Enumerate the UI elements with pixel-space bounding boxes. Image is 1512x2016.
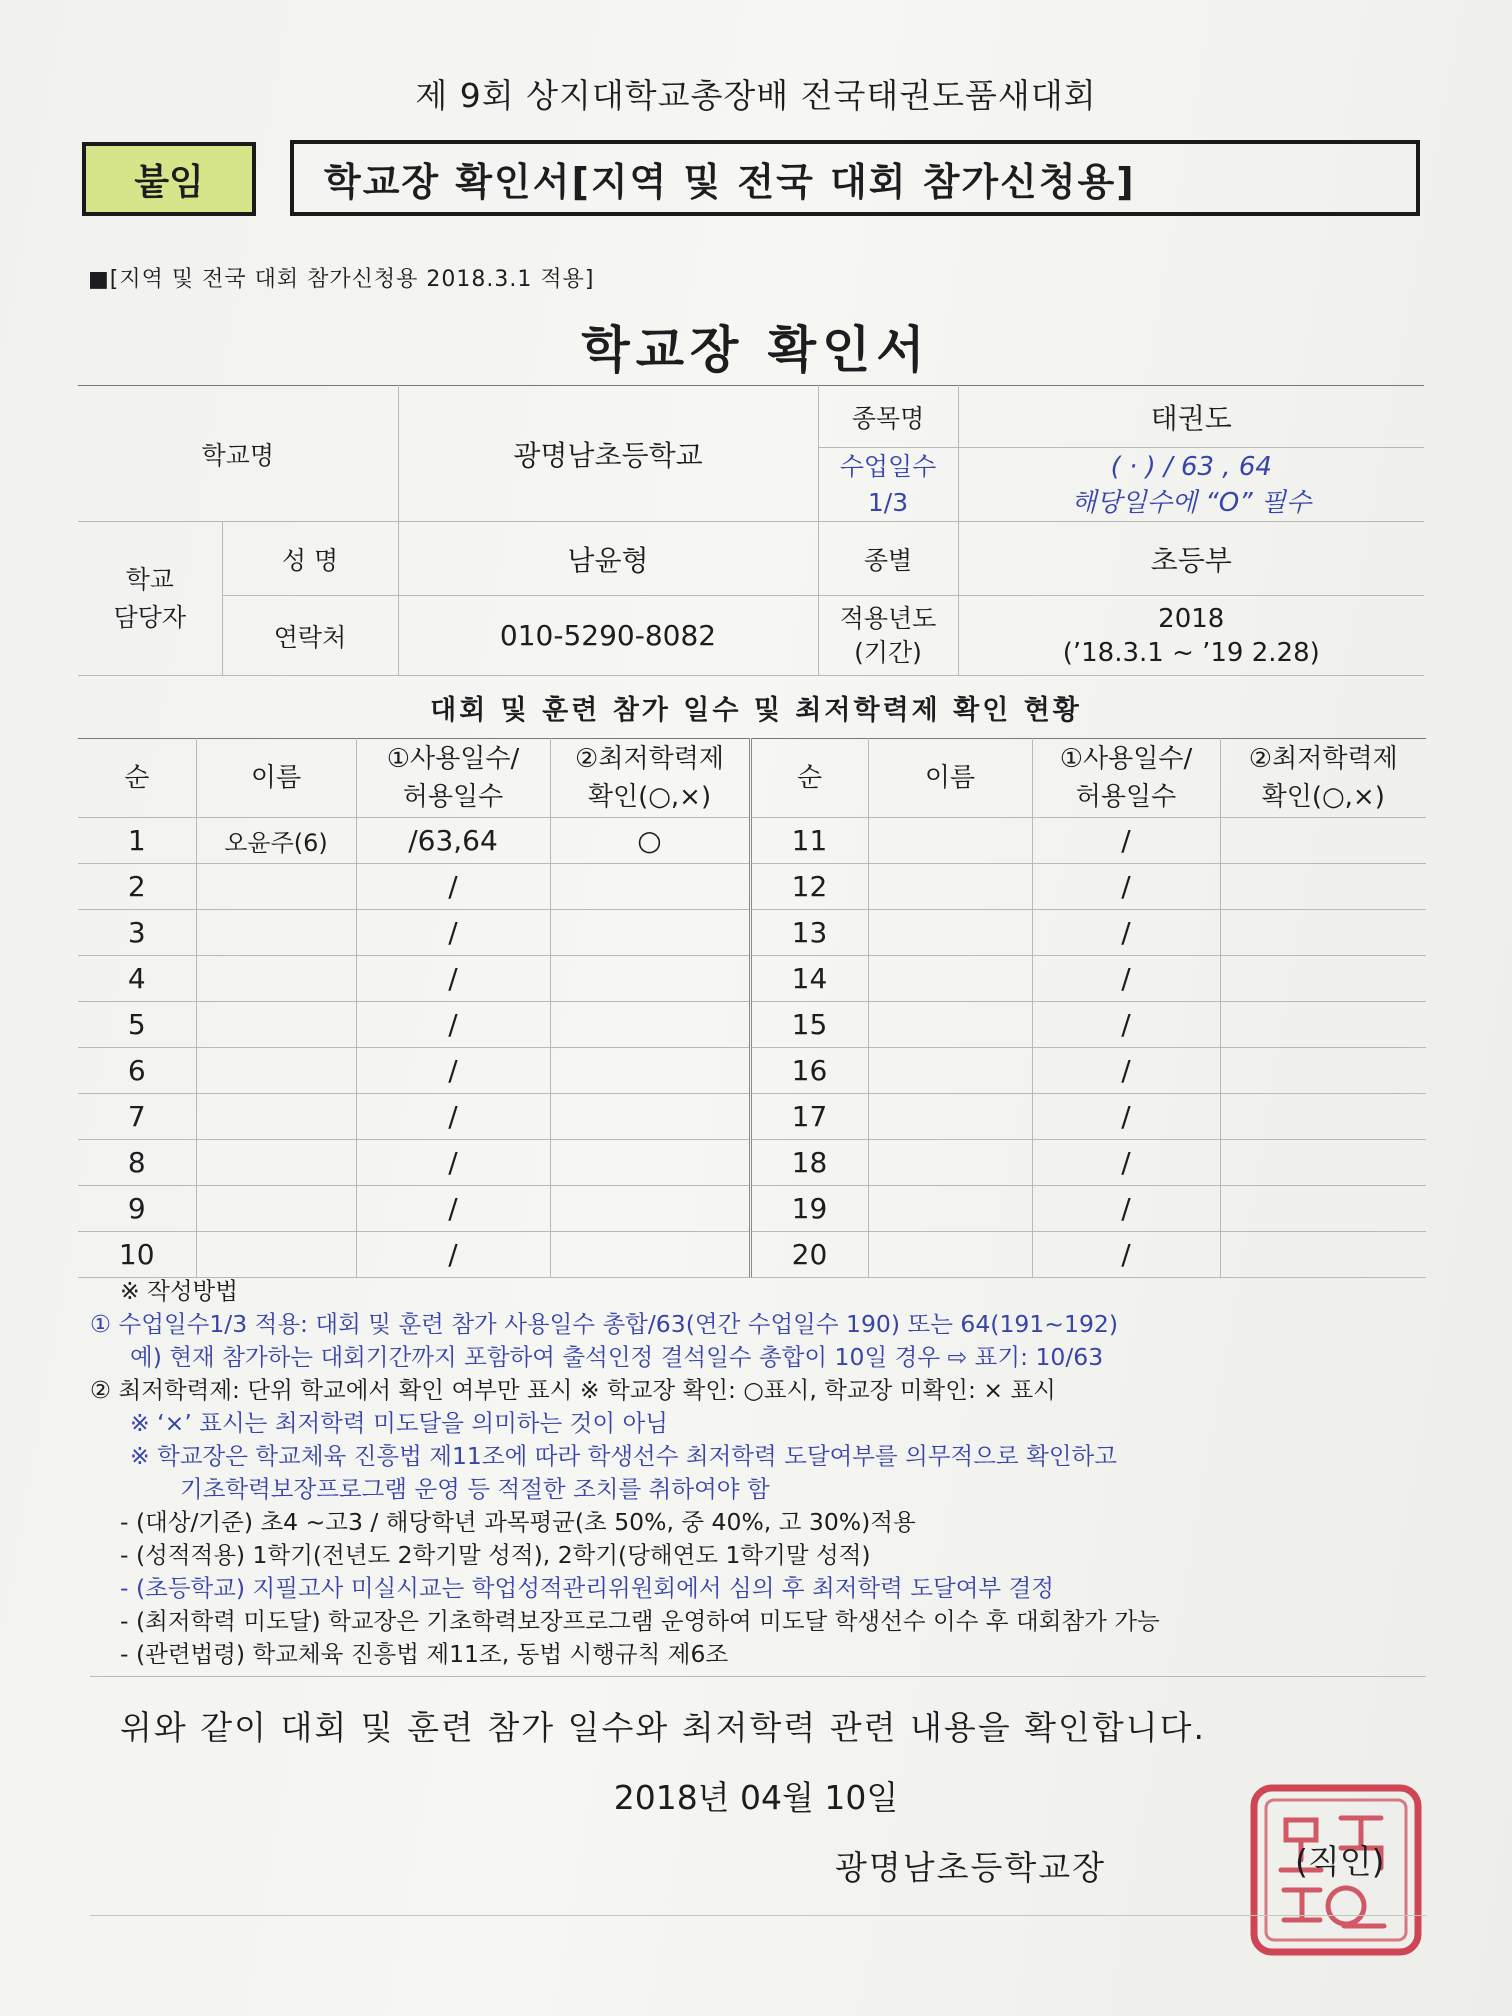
notes-heading: ※ 작성방법 (120, 1277, 238, 1305)
used-allowed-days: / (1032, 1232, 1220, 1278)
student-name (868, 1048, 1032, 1094)
form-subnote: ■[지역 및 전국 대회 참가신청용 2018.3.1 적용] (88, 267, 595, 292)
min-academic-check (1220, 1140, 1426, 1186)
staff-label (78, 522, 222, 676)
year-period: (’18.3.1 ~ ’19 2.28) (1062, 637, 1320, 668)
used-allowed-days: / (1032, 956, 1220, 1002)
used-allowed-days: / (1032, 1140, 1220, 1186)
roster-header-row (78, 739, 1426, 818)
contact-value: 010-5290-8082 (398, 596, 818, 676)
class-days-value (958, 448, 1424, 522)
category-value: 초등부 (958, 522, 1424, 596)
min-academic-check (1220, 1186, 1426, 1232)
student-name (868, 956, 1032, 1002)
col-no-left: 순 (78, 739, 196, 818)
student-name (196, 1232, 356, 1278)
table-row (78, 818, 1426, 864)
min-academic-check (1220, 864, 1426, 910)
student-name (868, 1186, 1032, 1232)
col-check-left-line1: ②최저학력제 (575, 744, 724, 774)
table-row (78, 1232, 1426, 1278)
school-info-table (78, 385, 1424, 676)
student-name (196, 956, 356, 1002)
principal-title: 광명남초등학교장 (835, 1848, 1107, 1887)
year-label-line2: (기간) (854, 637, 922, 667)
student-name (868, 1140, 1032, 1186)
min-academic-check (550, 1140, 750, 1186)
col-days-right (1032, 739, 1220, 818)
min-academic-check (550, 1232, 750, 1278)
row-number: 14 (750, 956, 868, 1002)
min-academic-check (1220, 818, 1426, 864)
col-check-left-line2: 확인(○,×) (587, 782, 712, 812)
row-number: 3 (78, 910, 196, 956)
used-allowed-days: / (356, 956, 550, 1002)
event-title: 제 9회 상지대학교총장배 전국태권도품새대회 (415, 76, 1097, 115)
col-check-right-line2: 확인(○,×) (1261, 782, 1385, 812)
used-allowed-days: / (356, 1140, 550, 1186)
row-number: 2 (78, 864, 196, 910)
used-allowed-days: / (356, 1048, 550, 1094)
student-name: 오윤주(6) (196, 818, 356, 864)
year-label-line1: 적용년도 (839, 603, 937, 633)
used-allowed-days: / (356, 864, 550, 910)
min-academic-check (550, 864, 750, 910)
detail-law: - (관련법령) 학교체육 진흥법 제11조, 동법 시행규칙 제6조 (120, 1640, 729, 1668)
col-name-left: 이름 (196, 739, 356, 818)
min-academic-check (1220, 1048, 1426, 1094)
min-academic-check: ○ (550, 818, 750, 864)
col-days-right-line2: 허용일수 (1075, 782, 1177, 812)
divider (90, 1676, 1426, 1677)
writing-instructions (90, 1275, 1450, 1671)
row-number: 20 (750, 1232, 868, 1278)
table-row (78, 1094, 1426, 1140)
table-row (78, 956, 1426, 1002)
student-name (868, 910, 1032, 956)
attachment-badge: 붙임 (82, 142, 256, 216)
main-title: 학교장 확인서 (581, 321, 931, 379)
class-days-label-line2: 1/3 (867, 487, 909, 517)
used-allowed-days: / (356, 910, 550, 956)
category-label: 종별 (818, 522, 958, 596)
school-name-label: 학교명 (78, 386, 398, 522)
table-row (78, 1048, 1426, 1094)
used-allowed-days: / (356, 1232, 550, 1278)
used-allowed-days: / (1032, 1048, 1220, 1094)
staff-label-line1: 학교 (125, 564, 174, 594)
table-row (78, 1186, 1426, 1232)
row-number: 16 (750, 1048, 868, 1094)
class-days-label-line1: 수업일수 (839, 451, 937, 481)
row-number: 12 (750, 864, 868, 910)
year-value (958, 596, 1424, 676)
seal-label: (직인) (1295, 1842, 1385, 1881)
detail-elementary: - (초등학교) 지필고사 미실시교는 학업성적관리위원회에서 심의 후 최저학력 도달여부 결정 (120, 1574, 1054, 1602)
table-row (78, 910, 1426, 956)
student-name (868, 1232, 1032, 1278)
table-row (78, 864, 1426, 910)
detail-not-reached: - (최저학력 미도달) 학교장은 기초학력보장프로그램 운영하여 미도달 학생선수 이수 후 대회참가 가능 (120, 1607, 1160, 1635)
min-academic-check (1220, 1002, 1426, 1048)
note-2-b: ※ 학교장은 학교체육 진흥법 제11조에 따라 학생선수 최저학력 도달여부를 의무적으로 확인하고 (130, 1442, 1117, 1470)
min-academic-check (1220, 1232, 1426, 1278)
used-allowed-days: /63,64 (356, 818, 550, 864)
used-allowed-days: / (1032, 864, 1220, 910)
min-academic-check (1220, 956, 1426, 1002)
student-name (196, 1094, 356, 1140)
detail-target: - (대상/기준) 초4 ~고3 / 해당학년 과목평균(초 50%, 중 40%, 고 30%)적용 (120, 1508, 916, 1536)
table-row (78, 1002, 1426, 1048)
detail-grades: - (성적적용) 1학기(전년도 2학기말 성적), 2학기(당해연도 1학기말 성적) (120, 1541, 871, 1569)
used-allowed-days: / (1032, 910, 1220, 956)
min-academic-check (550, 1186, 750, 1232)
student-name (196, 1048, 356, 1094)
col-days-right-line1: ①사용일수/ (1059, 744, 1193, 774)
row-number: 6 (78, 1048, 196, 1094)
row-number: 8 (78, 1140, 196, 1186)
roster-section-title: 대회 및 훈련 참가 일수 및 최저학력제 확인 현황 (430, 695, 1082, 726)
note-1-example: 예) 현재 참가하는 대회기간까지 포함하여 출석인정 결석일수 총합이 10일 경우 ⇨ 표기: 10/63 (130, 1343, 1104, 1371)
min-academic-check (1220, 1094, 1426, 1140)
min-academic-check (550, 1048, 750, 1094)
row-number: 11 (750, 818, 868, 864)
class-days-formula: ( · ) / 63 , 64 (1110, 451, 1272, 482)
roster-table (78, 738, 1426, 1278)
col-days-left-line2: 허용일수 (402, 782, 504, 812)
school-name-value: 광명남초등학교 (398, 386, 818, 522)
student-name (868, 1002, 1032, 1048)
used-allowed-days: / (1032, 1094, 1220, 1140)
used-allowed-days: / (1032, 1186, 1220, 1232)
row-number: 15 (750, 1002, 868, 1048)
staff-label-line2: 담당자 (113, 602, 186, 632)
student-name (868, 818, 1032, 864)
staff-name-label: 성 명 (222, 522, 398, 596)
student-name (196, 910, 356, 956)
bottom-divider (90, 1915, 1426, 1916)
used-allowed-days: / (356, 1094, 550, 1140)
min-academic-check (1220, 910, 1426, 956)
col-days-left-line1: ①사용일수/ (386, 744, 520, 774)
class-days-label (818, 448, 958, 522)
student-name (196, 1002, 356, 1048)
row-number: 17 (750, 1094, 868, 1140)
row-number: 13 (750, 910, 868, 956)
table-row (78, 1140, 1426, 1186)
col-check-left (550, 739, 750, 818)
note-1: ① 수업일수1/3 적용: 대회 및 훈련 참가 사용일수 총합/63(연간 수업일수 190) 또는 64(191~192) (90, 1310, 1119, 1338)
document-title: 학교장 확인서[지역 및 전국 대회 참가신청용] (290, 140, 1420, 216)
row-number: 9 (78, 1186, 196, 1232)
sport-label: 종목명 (818, 386, 958, 448)
row-number: 1 (78, 818, 196, 864)
student-name (868, 864, 1032, 910)
used-allowed-days: / (1032, 1002, 1220, 1048)
note-2-a: ※ ‘×’ 표시는 최저학력 미도달을 의미하는 것이 아님 (130, 1409, 668, 1437)
col-check-right-line1: ②최저학력제 (1248, 744, 1398, 774)
note-2-c: 기초학력보장프로그램 운영 등 적절한 조치를 취하여야 함 (180, 1475, 770, 1503)
student-name (196, 1186, 356, 1232)
row-number: 4 (78, 956, 196, 1002)
note-2: ② 최저학력제: 단위 학교에서 확인 여부만 표시 ※ 학교장 확인: ○표시, 학교장 미확인: × 표시 (90, 1376, 1056, 1404)
used-allowed-days: / (356, 1186, 550, 1232)
row-number: 10 (78, 1232, 196, 1278)
year-number: 2018 (1158, 603, 1225, 634)
issue-date: 2018년 04월 10일 (613, 1778, 899, 1817)
confirmation-statement: 위와 같이 대회 및 훈련 참가 일수와 최저학력 관련 내용을 확인합니다. (120, 1708, 1206, 1747)
col-check-right (1220, 739, 1426, 818)
col-name-right: 이름 (868, 739, 1032, 818)
year-label (818, 596, 958, 676)
min-academic-check (550, 1002, 750, 1048)
student-name (196, 1140, 356, 1186)
min-academic-check (550, 956, 750, 1002)
used-allowed-days: / (1032, 818, 1220, 864)
row-number: 18 (750, 1140, 868, 1186)
row-number: 5 (78, 1002, 196, 1048)
staff-name-value: 남윤형 (398, 522, 818, 596)
row-number: 7 (78, 1094, 196, 1140)
sport-value: 태권도 (958, 386, 1424, 448)
min-academic-check (550, 910, 750, 956)
row-number: 19 (750, 1186, 868, 1232)
class-days-note: 해당일수에 “O” 필수 (1071, 487, 1312, 518)
col-days-left (356, 739, 550, 818)
student-name (196, 864, 356, 910)
contact-label: 연락처 (222, 596, 398, 676)
col-no-right: 순 (750, 739, 868, 818)
min-academic-check (550, 1094, 750, 1140)
student-name (868, 1094, 1032, 1140)
used-allowed-days: / (356, 1002, 550, 1048)
